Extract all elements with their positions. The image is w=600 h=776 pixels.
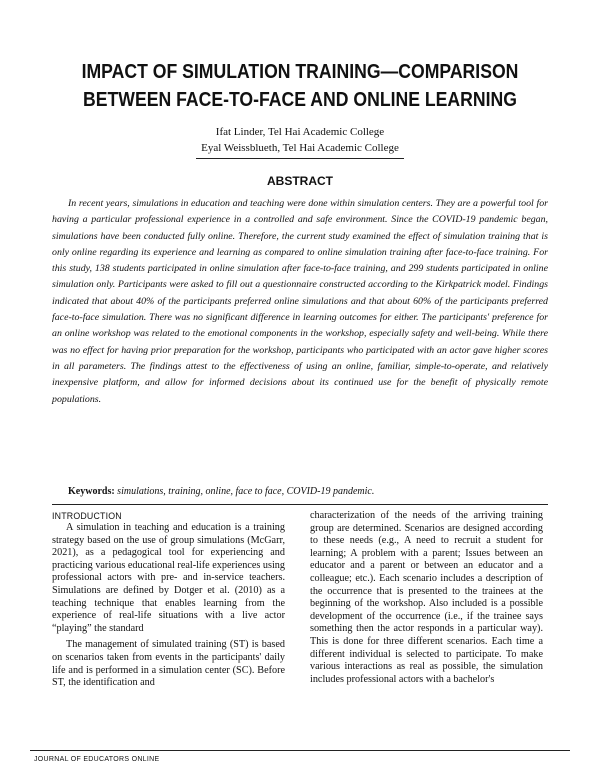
author-list — [100, 124, 500, 156]
journal-footer: JOURNAL OF EDUCATORS ONLINE — [34, 756, 160, 763]
section-heading: INTRODUCTION — [52, 511, 122, 521]
keywords-text: simulations, training, online, face to face, COVID-19 pandemic. — [117, 486, 375, 497]
keywords-line — [68, 486, 548, 497]
section-divider — [52, 504, 548, 505]
keywords-label: Keywords: — [68, 486, 115, 497]
right-column — [310, 510, 543, 686]
footer-divider — [30, 750, 570, 751]
author-line: Eyal Weissblueth, Tel Hai Academic College — [201, 142, 399, 154]
abstract-text: In recent years, simulations in education and teaching were done within simulation centers. They are a powerful tool for having a particular professional experience in a controlled and safe environment. Since the COVID-19 pandemic began, simulations have been conducted fully online. Therefore, the current study examined the effect of simulation training that is only online regarding its experience and learning as compared to online simulation training after face-to-face training. For this study, 138 students participated in online simulation after face-to-face training, and 299 students participated in online simulation only. Participants were asked to fill out a questionnaire constructed according to the Kirkpatrick model. Findings indicated that about 40% of the participants preferred online simulations and that about 60% of the participants preferred face-to-face simulation. There was no significant difference in learning outcomes for either. The participants' preference for an online workshop was related to the emotional components in the workshop, especially safety and well-being. While there was no effect for having prior preparation for the workshop, participants who participated with an actor gave higher scores in all parameters. The findings attest to the effectiveness of using an online, familiar, simple-to-operate, and relatively inexpensive platform, and allow for informed decisions about its continued use for the benefit of physically remote populations. — [52, 198, 548, 405]
left-column — [52, 510, 285, 690]
abstract-heading: ABSTRACT — [267, 174, 333, 188]
body-paragraph: The management of simulated training (ST) is based on scenarios taken from events in the participants' daily life and is performed in a simulation center (SC). Before ST, the identification and — [52, 639, 285, 689]
paper-title: IMPACT OF SIMULATION TRAINING—COMPARISON BETWEEN FACE-TO-FACE AND ONLINE LEARNING — [81, 60, 519, 111]
body-paragraph: A simulation in teaching and education is a training strategy based on the use of group simulations (McGarr, 2021), as a pedagogical tool for experiencing and practicing various educational real-life experiences using professional actors with pre- and in-service teachers. Simulations are defined by Dotger et al. (2010) as a teaching technique that enables learning from the experience of real-life situations with a live actor “playing” the standard — [52, 522, 285, 634]
author-line: Ifat Linder, Tel Hai Academic College — [215, 126, 385, 138]
body-paragraph: characterization of the needs of the arriving training group are determined. Scenarios are designed according to these needs (e.g., A need to recruit a student for learning; A problem with a parent; Issues between an educator and a parent or between an educator and a colleague; etc.). Each scenario includes a description of the occurrence that is presented to the trainees at the beginning of the workshop. Also included is a possible development of the occurrence (i.e., if the trainee says something then the actor responds in a particular way). This is done for three different scenarios. Each time a different individual is selected to participate. To make various interactions as real as possible, the simulation includes professional actors with a bachelor's — [310, 510, 543, 685]
title-divider — [196, 158, 404, 159]
